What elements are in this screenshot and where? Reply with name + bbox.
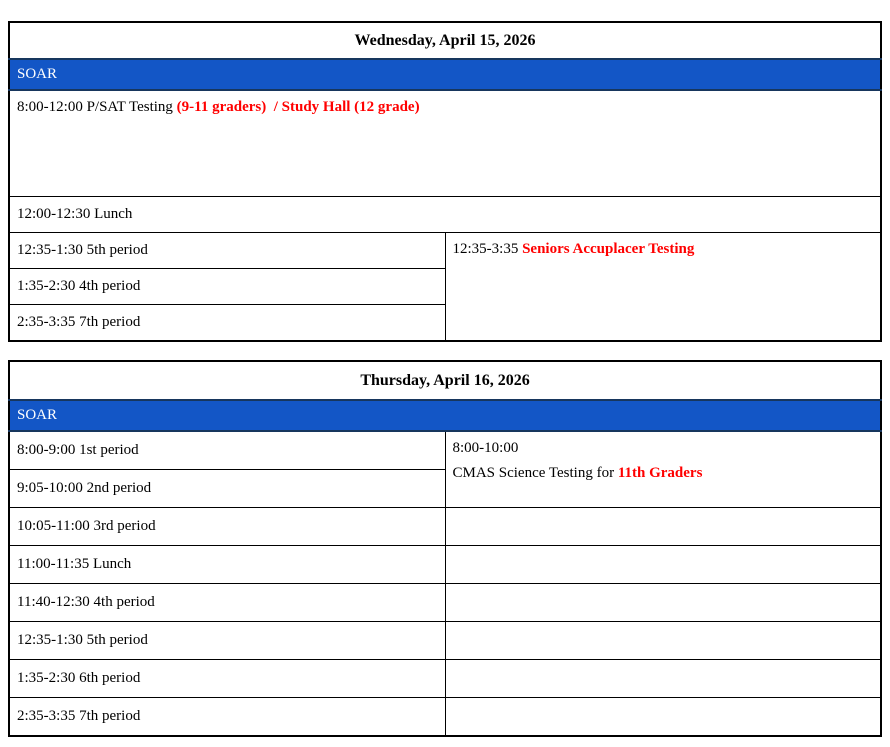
period-cell: 12:35-1:30 5th period: [9, 622, 445, 660]
table-row: [9, 660, 881, 698]
lunch-cell: 11:00-11:35 Lunch: [9, 546, 445, 584]
table-row: [9, 698, 881, 737]
cmas-event-time: 8:00-10:00: [452, 440, 519, 456]
table-row: [9, 584, 881, 622]
empty-cell: [445, 622, 881, 660]
text-segment: 11th Graders: [617, 464, 703, 481]
empty-cell: [445, 698, 881, 737]
period-cell: 2:35-3:35 7th period: [9, 305, 445, 342]
period-cell: 10:05-11:00 3rd period: [9, 508, 445, 546]
table-row: [9, 90, 881, 197]
period-cell: 2:35-3:35 7th period: [9, 698, 445, 737]
day-title-thursday: Thursday, April 16, 2026: [9, 361, 881, 400]
lunch-cell: 12:00-12:30 Lunch: [9, 197, 881, 233]
soar-banner: SOAR: [9, 400, 881, 431]
text-segment: Seniors Accuplacer Testing: [522, 241, 695, 257]
empty-cell: [445, 660, 881, 698]
period-cell: 11:40-12:30 4th period: [9, 584, 445, 622]
period-cell: 1:35-2:30 4th period: [9, 269, 445, 305]
schedule-table-wednesday: [8, 21, 882, 342]
text-segment: (9-11 graders) / Study Hall (12 grade): [176, 99, 420, 115]
text-segment: 8:00-12:00 P/SAT Testing: [17, 99, 177, 115]
table-row: [9, 22, 881, 59]
period-cell: 1:35-2:30 6th period: [9, 660, 445, 698]
cmas-event-desc: [453, 464, 874, 483]
day-title-wednesday: Wednesday, April 15, 2026: [9, 22, 881, 59]
soar-banner: SOAR: [9, 59, 881, 90]
table-row: [9, 546, 881, 584]
text-segment: 12:35-3:35: [452, 241, 523, 257]
schedule-table-thursday: [8, 360, 882, 737]
table-row: [9, 400, 881, 431]
table-row: [9, 59, 881, 90]
period-cell: 12:35-1:30 5th period: [9, 233, 445, 269]
psat-testing-cell: [9, 90, 881, 197]
text-segment: CMAS Science Testing for: [452, 464, 618, 481]
cmas-testing-cell: [445, 431, 881, 508]
empty-cell: [445, 508, 881, 546]
accuplacer-testing-cell: [445, 233, 881, 342]
table-row: [9, 361, 881, 400]
table-row: [9, 431, 881, 470]
empty-cell: [445, 584, 881, 622]
empty-cell: [445, 546, 881, 584]
table-row: [9, 197, 881, 233]
period-cell: 9:05-10:00 2nd period: [9, 470, 445, 508]
table-row: [9, 233, 881, 269]
table-row: [9, 508, 881, 546]
table-row: [9, 622, 881, 660]
period-cell: 8:00-9:00 1st period: [9, 431, 445, 470]
